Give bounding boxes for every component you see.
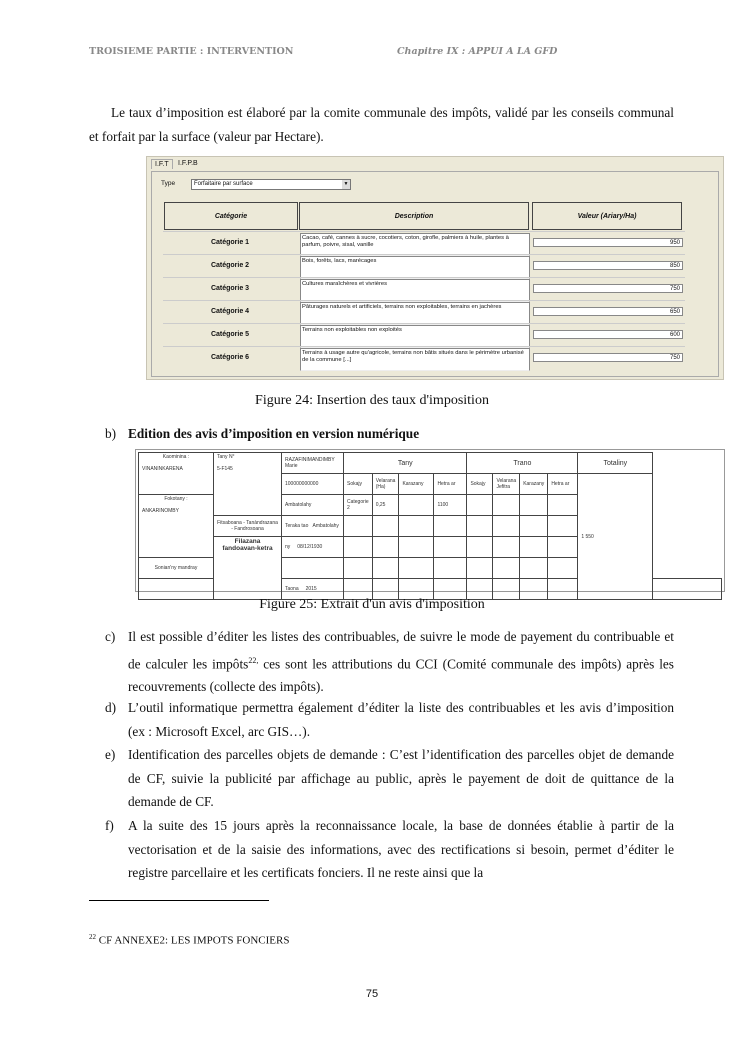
taona-value: 2015 <box>305 586 317 592</box>
item-text: L’outil informatique permettra également d’éditer la liste des contribuables et les avis d’imposition (ex : Microsoft Excel, arc GIS…). <box>128 700 674 739</box>
type-select-value: Forfaitaire par surface <box>194 181 253 187</box>
taona-label: Taona <box>285 586 299 592</box>
owner-id: 100000000000 <box>282 474 344 495</box>
item-marker: e) <box>105 747 116 762</box>
description-field[interactable]: Terrains à usage autre qu'agricole, terrains non bâtis situés dans le périmètre urbanisé de la commune [...] <box>300 348 530 371</box>
category-row <box>163 254 685 277</box>
category-row <box>163 346 685 369</box>
owner-place: Ambatolahy <box>282 495 344 516</box>
item-text: A la suite des 15 jours après la reconnaissance locale, la base de données établie à partir de la vectorisation et de la saisie des informations, avec des rectifications si besoin, permet d’éditer le registre parcellaire et les certificats fonciers. Il ne reste ainsi que la <box>128 818 674 880</box>
item-marker: f) <box>105 818 114 833</box>
chevron-down-icon[interactable]: ▼ <box>343 181 349 187</box>
col-sokajy-trano: Sokajy <box>467 474 493 495</box>
footnote-number: 22 <box>89 933 96 941</box>
category-row <box>163 300 685 323</box>
value-field[interactable]: 950 <box>533 238 683 247</box>
footnote-text: CF ANNEXE2: LES IMPOTS FONCIERS <box>96 934 290 947</box>
cell-tax: 1100 <box>434 495 467 516</box>
value-field[interactable]: 750 <box>533 284 683 293</box>
fokontany-label: Fokotany : <box>164 496 188 502</box>
section-title: Edition des avis d’imposition en version numérique <box>128 426 420 441</box>
value-field[interactable]: 750 <box>533 353 683 362</box>
total-value: 1 550 <box>578 474 653 600</box>
description-field[interactable]: Cultures maraîchères et vivrières <box>300 279 530 302</box>
col-karazany: Karazany <box>399 474 434 495</box>
value-field[interactable]: 650 <box>533 307 683 316</box>
category-name: Catégorie 1 <box>210 239 250 246</box>
value-field[interactable]: 850 <box>533 261 683 270</box>
category-name: Catégorie 5 <box>210 331 250 338</box>
page-number: 75 <box>365 988 379 1000</box>
list-item-f <box>105 814 674 885</box>
footnote-ref[interactable]: 22, <box>248 655 259 665</box>
tab-ifpb[interactable]: I.F.P.B <box>178 160 198 167</box>
category-row <box>163 231 685 254</box>
category-row <box>163 323 685 346</box>
type-select[interactable] <box>191 179 351 190</box>
item-marker: b) <box>105 426 117 441</box>
description-field[interactable]: Terrains non exploitables non exploités <box>300 325 530 348</box>
type-label: Type <box>161 180 176 187</box>
trano-header: Trano <box>467 453 578 474</box>
kaominina-value: VINANINKARENA <box>142 466 183 472</box>
header-value: Valeur (Ariary/Ha) <box>532 202 682 230</box>
col-hetra-trano: Hetra ar <box>548 474 578 495</box>
value-field[interactable]: 600 <box>533 330 683 339</box>
col-velarana-trano: Velarana Jefitra <box>493 474 520 495</box>
header-category: Catégorie <box>164 202 298 230</box>
figure-24-caption: Figure 24: Insertion des taux d'imposition <box>255 393 489 408</box>
col-karazany-trano: Karazany <box>520 474 548 495</box>
sonia-label: Sonian'ny mandray <box>139 558 214 579</box>
item-marker: d) <box>105 700 117 715</box>
teraka-value: Ambatolahy <box>312 523 339 529</box>
description-field[interactable]: Cacao, café, cannes à sucre, cocotiers, coton, girofle, palmiers à huile, plantes à parfum, poivre, sisal, vanille <box>300 233 530 256</box>
teraka-label: Teraka tao <box>285 523 309 529</box>
tab-ift[interactable]: I.F.T <box>151 159 173 169</box>
totaliny-header: Totaliny <box>578 453 653 474</box>
tany-header: Tany <box>344 453 467 474</box>
category-name: Catégorie 4 <box>210 308 250 315</box>
motto: Fitsaboana - Tanàndrazana - Fandrosoana <box>214 516 282 537</box>
figure-tax-notice <box>135 449 725 592</box>
category-name: Catégorie 3 <box>210 285 250 292</box>
description-field[interactable]: Pâturages naturels et artificiels, terrains non exploitables, terrains en jachères <box>300 302 530 325</box>
item-text: ces sont les attributions du CCI (Comité communale des impôts) après les recouvrements (collecte des impôts). <box>128 655 674 695</box>
intro-paragraph: Le taux d’imposition est élaboré par la comite communale des impôts, validé par les conseils communal et forfait par la surface (valeur par Hectare). <box>89 105 674 144</box>
header-description: Description <box>299 202 529 230</box>
col-hetra: Hetra ar <box>434 474 467 495</box>
owner-name: RAZAFINIMANDIMBY Marie <box>282 453 344 474</box>
kaominina-label: Kaominina : <box>162 454 190 460</box>
list-item-d <box>105 696 674 743</box>
col-velarana: Velarana (Ha) <box>372 474 399 495</box>
tany-no-label: Tany N° <box>217 454 235 460</box>
category-name: Catégorie 2 <box>210 262 250 269</box>
header-left: TROISIEME PARTIE : INTERVENTION <box>89 46 294 57</box>
fokontany-value: ANKARINOMBY <box>142 508 179 514</box>
category-row <box>163 277 685 300</box>
description-field[interactable]: Bois, forêts, lacs, marécages <box>300 256 530 279</box>
birth-date: 08/12/1930 <box>297 544 323 550</box>
ny-label: ny <box>285 544 291 550</box>
cell-area: 0,25 <box>372 495 399 516</box>
footnote <box>89 933 289 947</box>
list-item-e <box>105 743 674 814</box>
filazana-title: Filazana fandoavan-ketra <box>214 537 282 600</box>
col-sokajy: Sokajy <box>344 474 373 495</box>
figure-tax-rates-form <box>146 156 724 380</box>
item-marker: c) <box>105 629 116 644</box>
list-item-c <box>105 625 674 699</box>
item-text: Il est possible d’éditer les listes des contribuables, de suivre le mode de payement du contribuable et de calculer les impôts <box>128 629 674 671</box>
category-name: Catégorie 6 <box>210 354 250 361</box>
item-text: Identification des parcelles objets de demande : C’est l’identification des parcelles objet de demande de CF, suivie la publicité par affichage au public, après le payement de doit de quittance de la demande de CF. <box>128 747 674 809</box>
tany-no-value: 5-F145 <box>217 466 233 472</box>
header-right: Chapitre IX : APPUI A LA GFD <box>397 46 558 57</box>
footnote-separator <box>89 900 269 901</box>
cell-category: Categorie 2 <box>344 495 373 516</box>
figure-25-caption: Figure 25: Extrait d'un avis d'imposition <box>259 597 485 612</box>
